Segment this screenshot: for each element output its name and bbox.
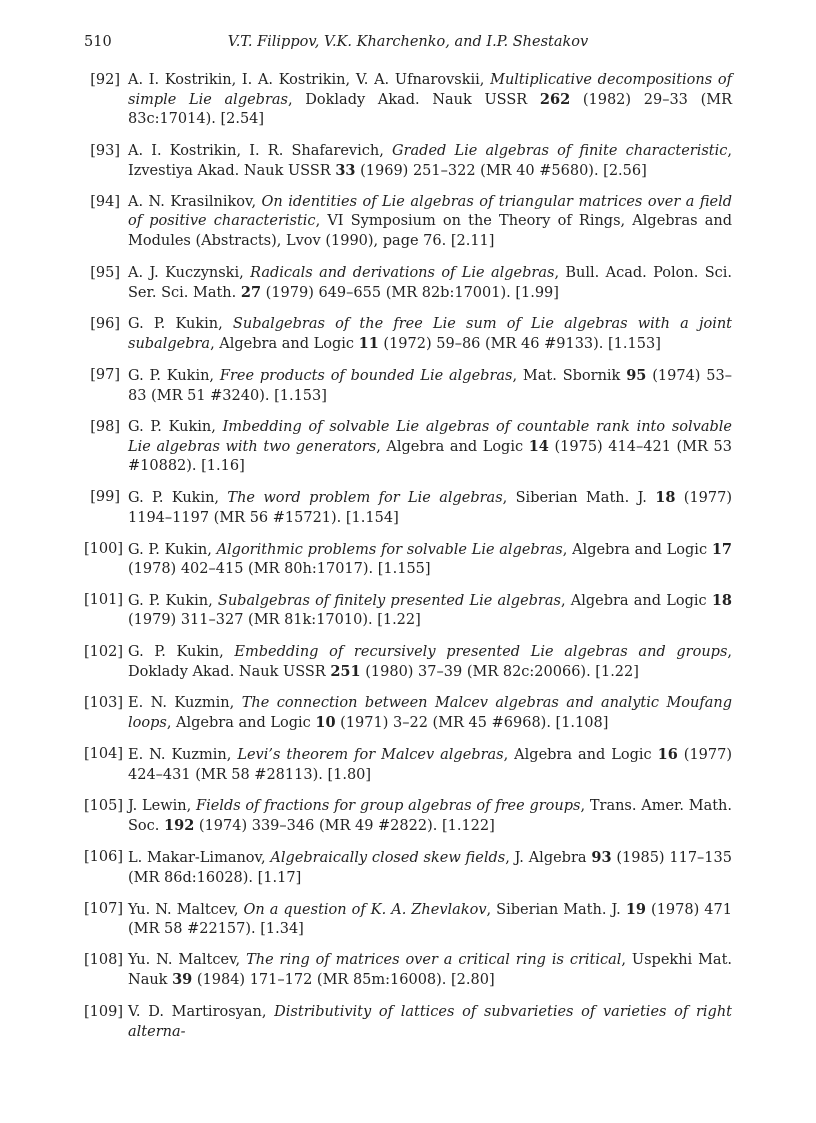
reference-authors: A. N. Krasilnikov, — [128, 194, 262, 211]
reference-authors: G. P. Kukin, — [128, 643, 235, 660]
reference-details: (1971) 3–22 (MR 45 #6968). [1.108] — [335, 715, 609, 732]
reference-item — [84, 418, 732, 477]
reference-number: [92] — [90, 72, 120, 88]
reference-details: (1978) 471 (MR 58 #22157). [1.34] — [128, 901, 732, 937]
reference-authors: G. P. Kukin, — [128, 490, 228, 507]
reference-source: , Doklady Akad. Nauk USSR — [287, 92, 540, 109]
reference-title: The word problem for Lie algebras — [227, 490, 503, 507]
reference-item — [84, 951, 732, 990]
reference-item — [84, 264, 732, 303]
reference-item — [84, 366, 732, 405]
reference-item — [84, 797, 732, 836]
reference-details: (1977) 424–431 (MR 58 #28113). [1.80] — [128, 747, 733, 783]
reference-item — [84, 315, 732, 354]
reference-item — [84, 900, 732, 939]
reference-details: (1974) 53–83 (MR 51 #3240). [1.153] — [128, 368, 733, 404]
reference-details: (1979) 311–327 (MR 81k:17010). [1.22] — [128, 612, 421, 629]
reference-source: , J. Algebra — [505, 850, 592, 867]
reference-title: The ring of matrices over a critical ring is critical — [246, 952, 622, 969]
reference-number: [97] — [90, 367, 120, 384]
reference-number: [105] — [84, 797, 123, 814]
reference-authors: E. N. Kuzmin, — [128, 747, 238, 764]
reference-number: [102] — [84, 643, 123, 660]
reference-details: (1985) 117–135 (MR 86d:16028). [1.17] — [128, 850, 732, 886]
reference-volume: 192 — [164, 817, 195, 835]
reference-source: , Algebra and Logic — [166, 715, 316, 732]
reference-volume: 262 — [539, 91, 571, 109]
reference-authors: G. P. Kukin, — [128, 368, 220, 385]
reference-details: (1978) 402–415 (MR 80h:17017). [1.155] — [128, 561, 431, 578]
reference-title: Levi’s theorem for Malcev algebras — [237, 747, 504, 764]
reference-details: (1969) 251–322 (MR 40 #5680). [2.56] — [355, 162, 647, 179]
reference-details: (1974) 339–346 (MR 49 #2822). [1.122] — [194, 818, 495, 835]
reference-source: , VI Symposium on the Theory of Rings, Algebras and Modules (Abstracts), Lvov (1990), page 76. [2.11] — [128, 213, 732, 250]
reference-title: Imbedding of solvable Lie algebras of countable rank into solvable Lie algebras with two generators — [128, 418, 732, 456]
reference-item — [84, 745, 732, 784]
reference-title: Free products of bounded Lie algebras — [219, 368, 513, 385]
reference-number: [95] — [90, 264, 120, 281]
reference-source: , Algebra and Logic — [562, 541, 712, 558]
reference-details: (1982) 29–33 (MR 83c:17014). [2.54] — [128, 92, 732, 128]
reference-volume: 95 — [626, 367, 647, 385]
page-number: 510 — [84, 34, 112, 50]
reference-volume: 18 — [655, 489, 676, 507]
reference-volume: 17 — [711, 540, 732, 558]
reference-volume: 18 — [711, 592, 732, 610]
reference-number: [106] — [84, 849, 123, 866]
reference-title: Algebraically closed skew fields — [270, 850, 506, 867]
reference-details: (1977) 1194–1197 (MR 56 #15721). [1.154] — [128, 490, 733, 526]
reference-number: [100] — [84, 540, 123, 557]
running-title: V.T. Filippov, V.K. Kharchenko, and I.P. Shestakov — [227, 34, 589, 50]
reference-title: On identities of Lie algebras of triangular matrices over a field of positive characteristic — [128, 194, 732, 230]
reference-number: [109] — [84, 1003, 123, 1020]
reference-number: [103] — [84, 695, 123, 712]
reference-volume: 27 — [240, 283, 262, 301]
reference-item — [84, 694, 732, 733]
reference-details: (1979) 649–655 (MR 82b:17001). [1.99] — [261, 284, 559, 301]
reference-source: , Mat. Sbornik — [512, 368, 627, 385]
reference-authors: G. P. Kukin, — [128, 541, 217, 558]
reference-source: , Uspekhi Mat. Nauk — [128, 952, 733, 989]
reference-number: [108] — [84, 952, 123, 969]
reference-authors: G. P. Kukin, — [128, 316, 233, 333]
reference-title: Graded Lie algebras of finite characteristic — [392, 142, 728, 159]
reference-source: , Siberian Math. J. — [502, 490, 656, 507]
reference-details: (1972) 59–86 (MR 46 #9133). [1.153] — [378, 336, 661, 353]
reference-authors: A. I. Kostrikin, I. A. Kostrikin, V. A. Ufnarovskii, — [128, 72, 491, 88]
reference-volume: 11 — [358, 335, 379, 353]
reference-volume: 14 — [528, 438, 549, 456]
reference-source: , Algebra and Logic — [376, 439, 529, 456]
reference-authors: L. Makar-Limanov, — [128, 850, 271, 867]
reference-title: Embedding of recursively presented Lie algebras and groups — [234, 643, 728, 660]
reference-title: On a question of K. A. Zhevlakov — [243, 901, 487, 918]
reference-volume: 251 — [330, 662, 361, 680]
reference-item — [84, 1003, 732, 1042]
reference-number: [98] — [90, 418, 120, 435]
reference-authors: G. P. Kukin, — [128, 593, 218, 610]
reference-volume: 33 — [335, 161, 356, 179]
reference-title: Multiplicative decompositions of simple Lie algebras — [128, 72, 732, 109]
reference-authors: A. J. Kuczynski, — [128, 264, 251, 281]
reference-number: [107] — [84, 900, 123, 917]
reference-item — [84, 540, 732, 579]
reference-details: (1984) 171–172 (MR 85m:16008). [2.80] — [192, 972, 495, 989]
reference-source: , Siberian Math. J. — [486, 901, 626, 918]
reference-title: Radicals and derivations of Lie algebras — [250, 264, 555, 281]
reference-volume: 10 — [315, 714, 336, 732]
reference-authors: Yu. N. Maltcev, — [128, 901, 244, 918]
reference-volume: 93 — [591, 849, 612, 867]
reference-number: [94] — [90, 194, 120, 211]
reference-number: [93] — [90, 142, 120, 159]
page-header — [84, 34, 732, 54]
reference-item — [84, 848, 732, 887]
reference-details: (1975) 414–421 (MR 53 #10882). [1.16] — [128, 439, 732, 475]
reference-item — [84, 488, 732, 527]
reference-title: Distributivity of lattices of subvarieties of varieties of right alterna- — [128, 1003, 732, 1040]
reference-authors: J. Lewin, — [128, 797, 197, 814]
reference-volume: 16 — [657, 746, 678, 764]
reference-source: , Algebra and Logic — [503, 747, 658, 764]
reference-source: , Algebra and Logic — [210, 336, 359, 353]
reference-item — [84, 591, 732, 630]
reference-title: Fields of fractions for group algebras of free groups — [196, 797, 581, 814]
reference-number: [101] — [84, 592, 123, 609]
reference-title: Subalgebras of finitely presented Lie algebras — [217, 593, 561, 610]
reference-item — [84, 643, 732, 682]
reference-source: , Bull. Acad. Polon. Sci. Ser. Sci. Math. — [128, 264, 732, 301]
reference-source: , Doklady Akad. Nauk USSR — [128, 643, 733, 680]
reference-item — [84, 193, 732, 252]
reference-number: [99] — [90, 489, 120, 506]
reference-source: , Izvestiya Akad. Nauk USSR — [128, 142, 732, 179]
reference-title: Algorithmic problems for solvable Lie algebras — [216, 541, 563, 558]
reference-volume: 39 — [172, 971, 193, 989]
reference-authors: A. I. Kostrikin, I. R. Shafarevich, — [128, 142, 392, 159]
reference-item — [84, 142, 732, 181]
reference-authors: V. D. Martirosyan, — [128, 1003, 275, 1020]
reference-source: , Algebra and Logic — [560, 593, 712, 610]
reference-authors: G. P. Kukin, — [128, 418, 223, 435]
reference-volume: 19 — [625, 900, 647, 918]
reference-title: The connection between Malcev algebras and analytic Moufang loops — [128, 695, 732, 732]
reference-details: (1980) 37–39 (MR 82c:20066). [1.22] — [360, 663, 639, 680]
reference-number: [96] — [90, 316, 120, 333]
reference-list — [84, 71, 732, 1054]
reference-source: , Trans. Amer. Math. Soc. — [128, 797, 733, 835]
reference-authors: E. N. Kuzmin, — [128, 695, 242, 712]
reference-authors: Yu. N. Maltcev, — [128, 952, 247, 969]
reference-title: Subalgebras of the free Lie sum of Lie algebras with a joint subalgebra — [128, 316, 733, 353]
reference-item — [84, 71, 732, 130]
reference-number: [104] — [84, 746, 123, 763]
